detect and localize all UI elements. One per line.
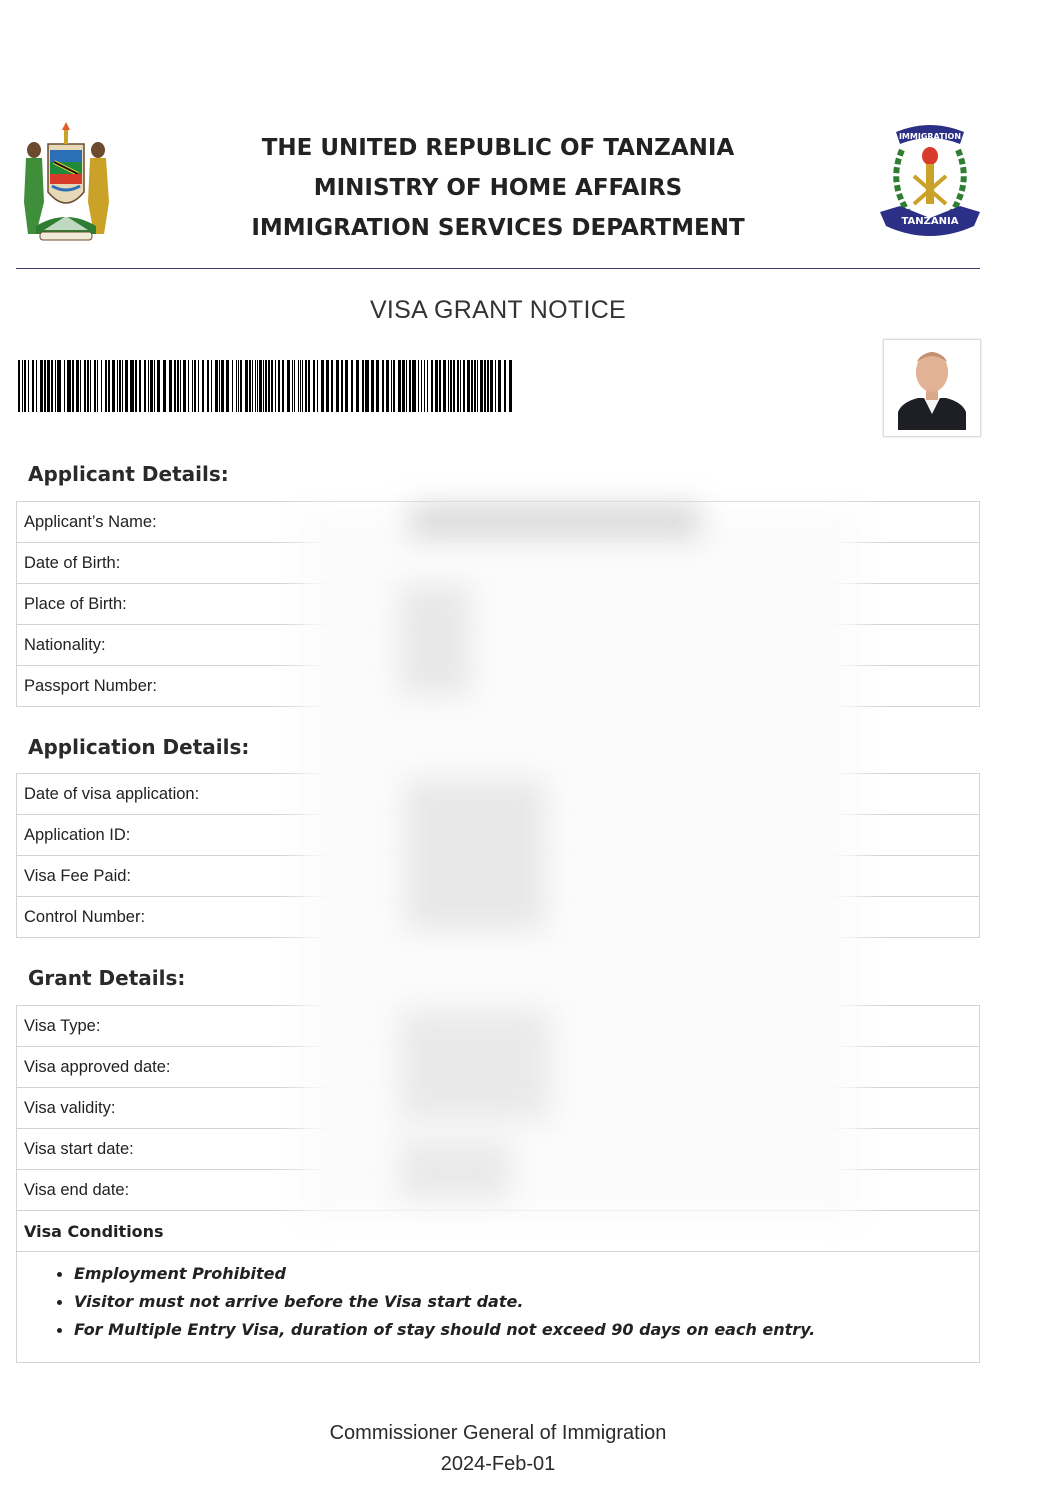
visa-conditions-label: Visa Conditions [17, 1211, 980, 1252]
barcode-bar [460, 360, 461, 412]
table-row [17, 815, 980, 856]
barcode-bar [365, 360, 369, 412]
barcode-bar [226, 360, 229, 412]
barcode-bar [326, 360, 329, 412]
barcode [18, 360, 516, 412]
barcode-bar [509, 360, 512, 412]
barcode-bar [386, 360, 389, 412]
barcode-bar [406, 360, 407, 412]
barcode-bar [215, 360, 218, 412]
barcode-bar [36, 360, 37, 412]
visa-validity-value [397, 1088, 980, 1129]
barcode-bar [180, 360, 181, 412]
barcode-bar [97, 360, 98, 412]
visa-fee-paid-label: Visa Fee Paid: [17, 856, 398, 897]
table-row [17, 1129, 980, 1170]
barcode-bar [28, 360, 29, 412]
barcode-bar [490, 360, 493, 412]
document-title: VISA GRANT NOTICE [369, 296, 627, 324]
barcode-bar [24, 360, 26, 412]
barcode-bar [90, 360, 91, 412]
issue-date: 2024-Feb-01 [440, 1453, 556, 1475]
barcode-bar [255, 360, 256, 412]
barcode-bar [80, 360, 81, 412]
barcode-bar [474, 360, 476, 412]
barcode-bar [245, 360, 248, 412]
barcode-bar [22, 360, 23, 412]
application-details-table [16, 773, 980, 938]
barcode-bar [265, 360, 267, 412]
applicant-details-heading: Applicant Details: [28, 462, 229, 486]
visa-start-date-value [397, 1129, 980, 1170]
barcode-bar [409, 360, 411, 412]
barcode-bar [391, 360, 392, 412]
barcode-bar [47, 360, 50, 412]
tanzania-coat-of-arms-icon [14, 122, 118, 244]
barcode-bar [232, 360, 233, 412]
table-row [17, 1211, 980, 1252]
applicant-details-table [16, 501, 980, 707]
applicant-name-value [397, 502, 980, 543]
barcode-bar [341, 360, 343, 412]
barcode-bar [331, 360, 333, 412]
barcode-bar [292, 360, 293, 412]
barcode-bar [271, 360, 273, 412]
barcode-bar [376, 360, 379, 412]
list-item: • For Multiple Entry Visa, duration of stay should not exceed 90 days on each entry. [74, 1316, 979, 1344]
barcode-bar [240, 360, 242, 412]
barcode-bar [236, 360, 237, 412]
date-of-visa-application-value [397, 774, 980, 815]
barcode-bar [122, 360, 123, 412]
date-of-birth-label: Date of Birth: [17, 543, 398, 584]
barcode-bar [305, 360, 307, 412]
barcode-bar [471, 360, 473, 412]
applicant-name-label: Applicant’s Name: [17, 502, 398, 543]
table-row [17, 856, 980, 897]
applicant-photo [883, 339, 981, 437]
barcode-bar [72, 360, 74, 412]
table-row [17, 774, 980, 815]
department-title: IMMIGRATION SERVICES DEPARTMENT [251, 215, 745, 241]
barcode-bar [336, 360, 339, 412]
footer [200, 1418, 796, 1480]
barcode-bar [32, 360, 34, 412]
barcode-bar [198, 360, 199, 412]
visa-start-date-label: Visa start date: [17, 1129, 398, 1170]
visa-type-value [397, 1006, 980, 1047]
barcode-bar [402, 360, 405, 412]
barcode-bar [174, 360, 176, 412]
barcode-bar [362, 360, 364, 412]
barcode-bar [117, 360, 118, 412]
place-of-birth-value [397, 584, 980, 625]
barcode-bar [298, 360, 299, 412]
barcode-bar [221, 360, 224, 412]
barcode-bar [211, 360, 212, 412]
barcode-bar [263, 360, 264, 412]
barcode-bar [480, 360, 483, 412]
table-row [17, 897, 980, 938]
barcode-bar [287, 360, 290, 412]
barcode-bar [154, 360, 155, 412]
barcode-bar [477, 360, 478, 412]
table-row [17, 1252, 980, 1363]
barcode-bar [439, 360, 441, 412]
barcode-bar [424, 360, 425, 412]
barcode-bar [194, 360, 196, 412]
barcode-bar [393, 360, 395, 412]
barcode-bar [207, 360, 209, 412]
barcode-bar [453, 360, 455, 412]
barcode-bar [183, 360, 186, 412]
grant-details-table [16, 1005, 980, 1363]
table-row [17, 584, 980, 625]
barcode-bar [268, 360, 270, 412]
barcode-bar [463, 360, 465, 412]
table-row [17, 1047, 980, 1088]
barcode-bar [87, 360, 89, 412]
barcode-bar [448, 360, 449, 412]
barcode-bar [130, 360, 134, 412]
immigration-tanzania-logo-icon [878, 122, 982, 244]
barcode-bar [157, 360, 160, 412]
barcode-bar [275, 360, 276, 412]
barcode-bar [443, 360, 446, 412]
visa-approved-date-label: Visa approved date: [17, 1047, 398, 1088]
visa-conditions-cell [17, 1252, 980, 1363]
visa-conditions-list [17, 1260, 979, 1344]
barcode-bar [84, 360, 86, 412]
barcode-bar [484, 360, 486, 412]
barcode-bar [467, 360, 470, 412]
date-of-birth-value [397, 543, 980, 584]
barcode-bar [495, 360, 496, 412]
signatory-title: Commissioner General of Immigration [329, 1422, 667, 1444]
barcode-bar [427, 360, 428, 412]
barcode-bar [257, 360, 258, 412]
barcode-bar [238, 360, 239, 412]
barcode-bar [219, 360, 220, 412]
list-item: • Employment Prohibited [74, 1260, 979, 1288]
barcode-bar [450, 360, 452, 412]
place-of-birth-label: Place of Birth: [17, 584, 398, 625]
barcode-bar [308, 360, 310, 412]
emblem-top-text: IMMIGRATION [898, 132, 962, 141]
barcode-bar [119, 360, 121, 412]
barcode-bar [144, 360, 146, 412]
barcode-bar [76, 360, 79, 412]
barcode-bar [356, 360, 359, 412]
visa-fee-paid-value [397, 856, 980, 897]
barcode-bar [504, 360, 506, 412]
barcode-bar [487, 360, 489, 412]
barcode-bar [321, 360, 324, 412]
barcode-bar [294, 360, 295, 412]
application-details-heading: Application Details: [28, 735, 250, 759]
barcode-bar [44, 360, 46, 412]
barcode-bar [418, 360, 419, 412]
barcode-bar [188, 360, 189, 412]
barcode-bar [300, 360, 301, 412]
country-title: THE UNITED REPUBLIC OF TANZANIA [261, 135, 735, 161]
barcode-bar [371, 360, 374, 412]
barcode-bar [313, 360, 315, 412]
control-number-label: Control Number: [17, 897, 398, 938]
barcode-bar [57, 360, 61, 412]
nationality-value [397, 625, 980, 666]
barcode-bar [135, 360, 137, 412]
table-row [17, 625, 980, 666]
barcode-bar [177, 360, 179, 412]
barcode-bar [64, 360, 65, 412]
barcode-bar [94, 360, 96, 412]
barcode-bar [163, 360, 166, 412]
visa-validity-label: Visa validity: [17, 1088, 398, 1129]
barcode-bar [148, 360, 149, 412]
barcode-bar [108, 360, 110, 412]
table-row [17, 1170, 980, 1211]
table-row [17, 1088, 980, 1129]
barcode-bar [125, 360, 128, 412]
barcode-bar [202, 360, 204, 412]
barcode-bar [398, 360, 401, 412]
barcode-bar [435, 360, 438, 412]
control-number-value [397, 897, 980, 938]
header-titles [200, 128, 796, 248]
application-id-label: Application ID: [17, 815, 398, 856]
date-of-visa-application-label: Date of visa application: [17, 774, 398, 815]
barcode-bar [259, 360, 262, 412]
visa-type-label: Visa Type: [17, 1006, 398, 1047]
barcode-bar [55, 360, 56, 412]
barcode-bar [282, 360, 284, 412]
header-divider [16, 268, 980, 269]
barcode-bar [382, 360, 384, 412]
barcode-bar [192, 360, 193, 412]
barcode-bar [169, 360, 172, 412]
ministry-title: MINISTRY OF HOME AFFAIRS [313, 175, 683, 201]
barcode-bar [498, 360, 501, 412]
table-row [17, 666, 980, 707]
visa-end-date-label: Visa end date: [17, 1170, 398, 1211]
barcode-bar [105, 360, 107, 412]
barcode-bar [302, 360, 303, 412]
list-item: • Visitor must not arrive before the Visa start date. [74, 1288, 979, 1316]
emblem-bottom-text: TANZANIA [901, 216, 959, 227]
barcode-bar [421, 360, 422, 412]
barcode-bar [412, 360, 416, 412]
passport-number-value [397, 666, 980, 707]
table-row [17, 543, 980, 584]
barcode-bar [278, 360, 280, 412]
barcode-bar [457, 360, 459, 412]
barcode-bar [317, 360, 318, 412]
barcode-bar [101, 360, 102, 412]
barcode-bar [18, 360, 20, 412]
barcode-bar [249, 360, 251, 412]
barcode-bar [150, 360, 153, 412]
passport-number-label: Passport Number: [17, 666, 398, 707]
applicant-portrait-icon [884, 340, 980, 436]
barcode-bar [431, 360, 433, 412]
barcode-bar [252, 360, 253, 412]
barcode-bar [51, 360, 53, 412]
table-row [17, 1006, 980, 1047]
table-row [17, 502, 980, 543]
barcode-bar [139, 360, 141, 412]
grant-details-heading: Grant Details: [28, 966, 186, 990]
visa-end-date-value [397, 1170, 980, 1211]
visa-approved-date-value [397, 1047, 980, 1088]
nationality-label: Nationality: [17, 625, 398, 666]
barcode-bar [112, 360, 115, 412]
barcode-bar [345, 360, 348, 412]
barcode-bar [351, 360, 353, 412]
application-id-value [397, 815, 980, 856]
barcode-bar [40, 360, 43, 412]
barcode-bar [67, 360, 71, 412]
